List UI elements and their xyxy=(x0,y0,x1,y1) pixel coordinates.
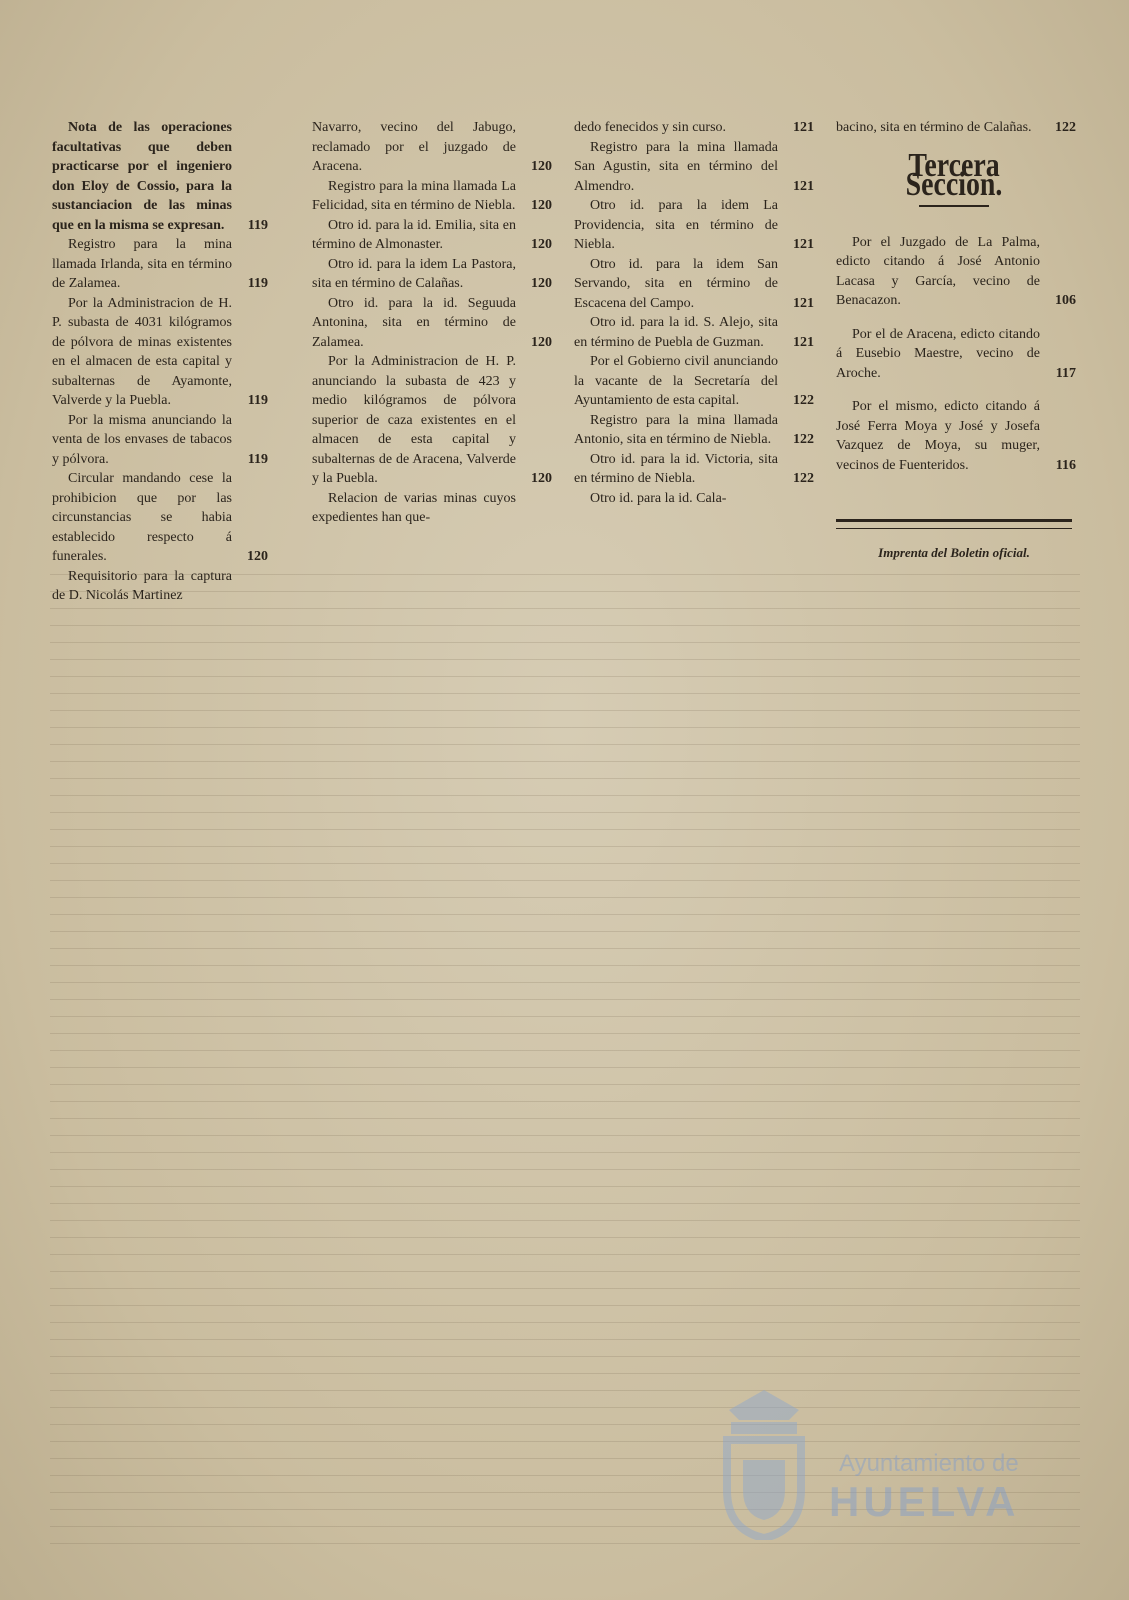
entry-text: bacino, sita en término de Calañas. xyxy=(836,120,1032,135)
index-entry xyxy=(836,118,1076,138)
entry-page-number: 120 xyxy=(247,549,268,564)
entry-text: Otro id. para la id. Seguuda Antonina, sita en término de Zalamea. xyxy=(312,295,516,350)
index-entry xyxy=(836,325,1076,384)
entry-page-number: 106 xyxy=(1055,293,1076,308)
index-entry xyxy=(574,313,814,352)
imprint-line: Imprenta del Boletin oficial. xyxy=(878,545,1030,560)
index-entry xyxy=(574,138,814,197)
title-rule xyxy=(919,205,989,207)
index-column-4 xyxy=(836,118,1076,563)
entry-text: Por el Gobierno civil anunciando la vacante de la Secretaría del Ayuntamiento de esta capital. xyxy=(574,354,778,408)
index-entry xyxy=(836,233,1076,311)
closing-rule xyxy=(836,519,1072,529)
index-entry xyxy=(52,411,268,470)
entry-page-number: 120 xyxy=(531,334,552,350)
entry-text: Registro para la mina llamada San Agustin, sita en término del Almendro. xyxy=(574,139,778,194)
entry-text: Por el mismo, edicto citando á José Ferra Moya y José y Josefa Vazquez de Moya, su muger, vecinos de Fuenteridos. xyxy=(836,399,1040,473)
entry-text: Por el de Aracena, edicto citando á Eusebio Maestre, vecino de Aroche. xyxy=(836,326,1040,381)
index-entry xyxy=(574,255,814,314)
entry-page-number: 121 xyxy=(793,295,814,311)
entry-page-number: 121 xyxy=(793,334,814,350)
index-column-1 xyxy=(52,118,268,606)
watermark-line-2: HUELVA xyxy=(829,1478,1020,1525)
index-entry xyxy=(52,567,264,606)
entry-text: Registro para la mina llamada Irlanda, sita en término de Zalamea. xyxy=(52,237,232,291)
entry-text: Nota de las operaciones facultativas que deben practicarse por el ingeniero don Eloy de Cossio, para la sustanciacion de las minas que en la misma se expresan. xyxy=(52,120,232,233)
entry-page-number: 119 xyxy=(247,393,268,408)
index-entry xyxy=(836,397,1076,475)
entry-text: Registro para la mina llamada La Felicidad, sita en término de Niebla. xyxy=(312,178,516,213)
entry-page-number: 121 xyxy=(793,178,814,194)
entry-text: Navarro, vecino del Jabugo, reclamado por el juzgado de Aracena. xyxy=(312,120,516,174)
entry-page-number: 120 xyxy=(531,237,552,252)
entry-text: Por la Administracion de H. P. anunciando la subasta de 423 y medio kilógramos de pólvora superior de caza existentes en el almacen de esta capital y subalternas de de Aracena, Valverde y la Puebla. xyxy=(312,354,516,486)
index-entry xyxy=(52,294,268,411)
index-entry xyxy=(574,450,814,489)
entry-page-number: 120 xyxy=(531,471,552,486)
entry-page-number: 119 xyxy=(247,276,268,291)
index-entry xyxy=(312,118,552,177)
index-entry xyxy=(312,216,552,255)
entry-page-number: 122 xyxy=(793,471,814,486)
entry-text: Registro para la mina llamada Antonio, sita en término de Niebla. xyxy=(574,412,778,447)
entry-page-number: 119 xyxy=(247,217,268,233)
coat-of-arms-icon xyxy=(709,1380,819,1540)
entry-text: Requisitorio para la captura de D. Nicolás Martinez xyxy=(52,568,232,603)
index-entry xyxy=(312,255,552,294)
entry-text: Otro id. para la id. S. Alejo, sita en término de Puebla de Guzman. xyxy=(574,315,778,350)
entry-page-number: 122 xyxy=(793,393,814,408)
index-column-3 xyxy=(574,118,814,508)
entry-text: Otro id. para la id. Victoria, sita en término de Niebla. xyxy=(574,451,778,486)
entry-page-number: 122 xyxy=(793,432,814,447)
index-entry xyxy=(312,352,552,489)
entry-page-number: 121 xyxy=(793,120,814,135)
entry-text: Por la misma anunciando la venta de los envases de tabacos y pólvora. xyxy=(52,412,232,467)
entry-page-number: 117 xyxy=(1055,365,1076,381)
index-entry xyxy=(574,489,810,509)
entry-text: dedo fenecidos y sin curso. xyxy=(574,120,727,135)
index-entry xyxy=(574,411,814,450)
entry-text: Otro id. para la idem La Pastora, sita en término de Calañas. xyxy=(312,256,516,291)
entry-page-number: 120 xyxy=(531,198,552,213)
entry-text: Circular mandando cese la prohibicion que por las circunstancias se habia establecido respecto á funerales. xyxy=(52,471,232,564)
entry-text: Otro id. para la id. Emilia, sita en término de Almonaster. xyxy=(312,217,516,252)
entry-page-number: 120 xyxy=(531,276,552,291)
entry-text: Relacion de varias minas cuyos expedientes han que- xyxy=(312,490,516,525)
index-entry xyxy=(312,294,552,353)
index-entry xyxy=(52,118,268,235)
index-column-2 xyxy=(312,118,552,528)
section-title: Tercera Seccion. xyxy=(905,146,1003,203)
entry-page-number: 119 xyxy=(247,451,268,467)
index-entry xyxy=(52,235,268,294)
index-entry xyxy=(574,196,814,255)
index-entry xyxy=(574,352,814,411)
entry-text: Por la Administracion de H. P. subasta de 4031 kilógramos de pólvora de minas existentes en el almacen de esta capital y subalternas de Ayamonte, Valverde y la Puebla. xyxy=(52,295,232,408)
index-entry xyxy=(574,118,814,138)
entry-page-number: 121 xyxy=(793,237,814,252)
entry-text: Otro id. para la idem San Servando, sita en término de Escacena del Campo. xyxy=(574,256,778,311)
entry-page-number: 116 xyxy=(1055,457,1076,473)
entry-text: Otro id. para la idem La Providencia, sita en término de Niebla. xyxy=(574,198,778,252)
entry-text: Por el Juzgado de La Palma, edicto citando á José Antonio Lacasa y García, vecino de Benacazon. xyxy=(836,234,1040,308)
watermark-line-1: Ayuntamiento de xyxy=(839,1450,1019,1477)
index-entry xyxy=(312,177,552,216)
watermark-seal xyxy=(709,1380,1039,1540)
entry-text: Otro id. para la id. Cala- xyxy=(590,490,727,506)
entry-page-number: 120 xyxy=(531,159,552,174)
entry-page-number: 122 xyxy=(1055,120,1076,135)
index-entry xyxy=(312,489,548,528)
index-entry xyxy=(52,469,268,567)
